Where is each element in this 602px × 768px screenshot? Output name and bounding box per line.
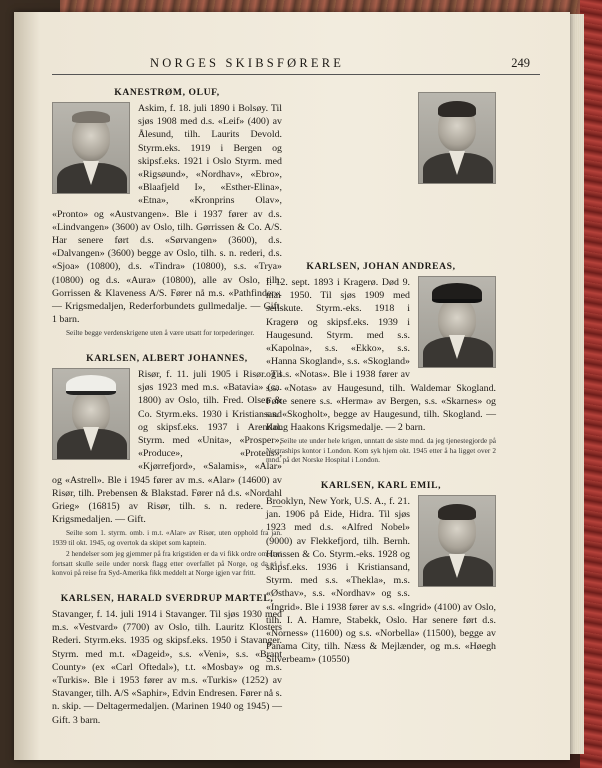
entry-kanestrom — [52, 86, 282, 338]
portrait-photo — [52, 102, 130, 194]
running-title: NORGES SKIBSFØRERE — [150, 56, 345, 70]
entry-name: KARLSEN, KARL EMIL, — [320, 479, 442, 491]
entry-name: KARLSEN, ALBERT JOHANNES, — [86, 352, 248, 364]
entry-name: KARLSEN, JOHAN ANDREAS, — [306, 261, 456, 272]
entry-karlsen-karl — [266, 479, 496, 667]
entry-text: Risør, f. 11. juli 1905 i Risør. Til sjøs 1923 med m.s. «Batavia» (ca. 1800) av Oslo, tilh. Fred. Olsen & Co. Styrm.eks. 1930 i Kristiansand og skipsf.eks. 1937 i Arendal. Styrm. med «Unita», «Prosper», «Produce», «Proteus», «Kjørrefjord», «Salamis», «Alar» og «Astrell». Ble i 1945 fører av m.s. «Alar» (14600) av Risør, tilh. Prebensen & Blakstad. Fører nå d.s. «Nordahl Grieg» (16815) av Risør, tilh. s. n. redere. — Krigsmedaljen. — Gift. — [52, 368, 282, 526]
entry-text: f. 12. sept. 1893 i Kragerø. Død 9. mai 1950. Til sjøs 1909 med seilskute. Styrm.-eks. 1918 i Kragerø og skipsf.eks. 1939 i Haugesund. Styrm. med s.s. «Kapolna», s.s. «Ekko», s.s. «Hanna Skogland», s.s. «Skogland» og s.s. «Notas». Ble i 1938 fører av s.s. «Notas» av Haugesund, tilh. Waldemar Skogland. Førte senere s.s. «Herma» av Bergen, s.s. «Skarnes» og s.s. «Skogholt», begge av Haugesund, tilh. Skogland. — Kong Haakons Krigsmedalje. — 2 barn. — [266, 277, 496, 434]
running-head — [60, 56, 540, 74]
entry-karlsen-harald — [52, 592, 282, 727]
entry-note: Seilte begge verdenskrigene uten å være utsatt for torpederinger. — [66, 328, 255, 338]
left-column — [52, 86, 282, 741]
entry-note: Seilte ute under hele krigen, unntatt de siste mnd. da jeg tjenestegjorde på Nortraships kontor i London. Kom syk hjem okt. 1945 etter å ha ligget over 2 mnd. på det Norske Hospital i London. — [266, 436, 496, 465]
entry-note: Seilte som 1. styrm. omb. i m.t. «Alar» av Risør, uten opphold fra jan. 1939 til okt. 1945, og overtok da skipet som kaptein. — [52, 528, 282, 547]
entry-karlsen-johan — [266, 260, 496, 465]
header-rule — [52, 74, 540, 75]
entry-text: Brooklyn, New York, U.S. A., f. 21. jan. 1906 på Eide, Hidra. Til sjøs 1923 med d.s. «Alfred Nobel» (9000) av Flekkefjord, tilh. Bernh. Hanssen & Co. Styrm.-eks. 1928 og skipsf.eks. 1936 i Kristiansand, Styrm. med s.s. «Thekla», m.s. «Østhav», s.s. «Nordhav» og s.s. «Ingrid». Ble i 1938 fører av s.s. «Ingrid» (4100) av Oslo, tilh. I. A. Hamre, Stabekk, Oslo. Har senere ført d.s. «Norness» (11600) og s.s. «Norbella» (11500), begge av Panama City, tilh. Næss & Mejlænder, og m.s. «Høegh Silverbeam» (10550) — [266, 495, 496, 666]
page-edges — [570, 14, 584, 754]
entry-karlsen-albert — [52, 352, 282, 578]
portrait-photo — [418, 495, 496, 587]
entry-note: 2 hendelser som jeg gjemmer på fra krigstiden er da vi fikk ordre om at vi fortsatt skulle seile under norsk flagg etter overfallet på Norge, og da vi i konvoi på reise fra Syd-Amerika fikk meddelt at Norge igjen var fritt. — [52, 549, 282, 578]
entry-text: Stavanger, f. 14. juli 1914 i Stavanger. Til sjøs 1930 med m.s. «Vestvard» (7700) av Oslo, tilh. Lauritz Klosters Rederi. Styrm.eks. 1935 og skipsf.eks. 1950 i Stavanger. Styrm. med m.t. «Dageid», s.s. «Veni», s.s. «Brant County» (ex «Carl Oftedal»), t.t. «Mosbay» og m.s. «Turkis». Ble i 1953 fører av m.s. «Turkis» (1252) av Stavanger, tilh. A/S «Saphir», Edvin Endresen. Fører nå s. n. skip. — Deltagermedaljen. (Marinen 1940 og 1945) — Gift. 3 barn. — [52, 608, 282, 726]
page-number: 249 — [511, 56, 530, 70]
portrait-photo — [418, 92, 496, 184]
entry-name: KARLSEN, HARALD SVERDRUP MARTEL, — [60, 592, 274, 604]
right-column — [266, 86, 496, 681]
entry-name: KANESTRØM, OLUF, — [114, 87, 220, 98]
portrait-photo — [52, 368, 130, 460]
entry-karlsen-harald-portrait — [266, 86, 496, 246]
portrait-photo — [418, 276, 496, 368]
entry-text: Askim, f. 18. juli 1890 i Bolsøy. Til sjøs 1908 med d.s. «Leif» (400) av Ålesund, tilh. Laurits Devold. Styrm.eks. 1919 i Bergen og skipsf.eks. 1921 i Oslo Styrm. med «Rigsøund», «Nordhav», «Ebro», «Blaafjeld I», «Esther-Elina», «Etna», «Kronprins Olav», «Pronto» og «Austvangen». Ble i 1937 fører av d.s. «Lindvangen» (3600) av Oslo, tilh. Gørrissen & Co. A/S. Har senere ført d.s. «Sørvangen» (3600), d.s. «Dalvangen» (3600) begge av Oslo, tilh. s. n. rederi, d.s. «Sjoa» (10800), d.s. «Tindra» (10800), s.s. «Trya» (10800) og d.s. «Aura» (10800), alle av Oslo, tilh. Gorrissen & Klaveness A/S. Fører nå m.s. «Pathfinder». — Krigsmedaljen, Rederforbundets gullmedalje. — Gift. 1 barn. — [52, 103, 282, 326]
